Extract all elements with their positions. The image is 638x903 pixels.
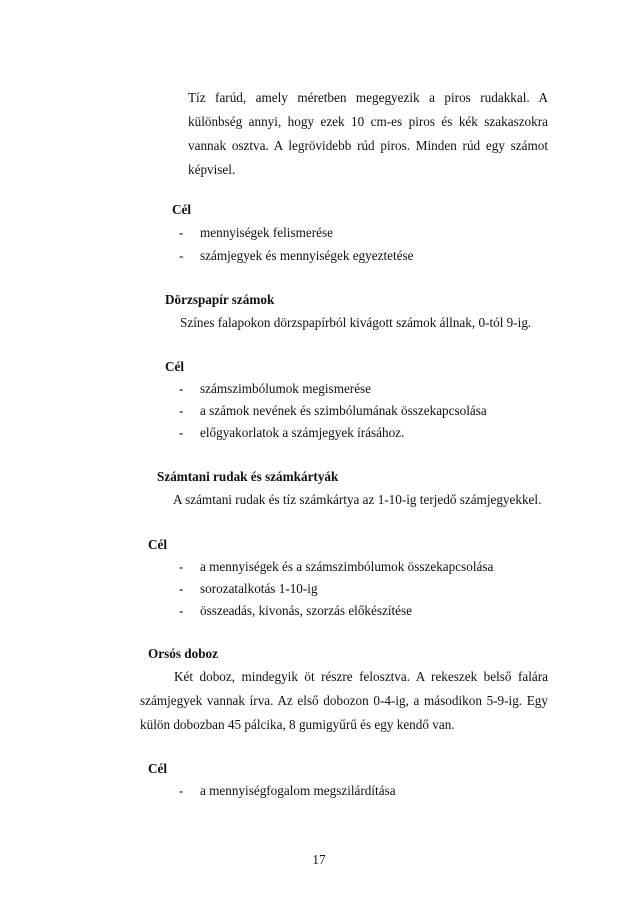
rods-cards-text: A számtani rudak és tíz számkártya az 1-10-ig terjedő számjegyekkel.	[173, 492, 542, 507]
goal3-item-1: a mennyiségek és a számszimbólumok összekapcsolása	[200, 559, 494, 574]
bullet-dash: -	[179, 248, 184, 263]
spindle-box-heading: Orsós doboz	[148, 646, 218, 661]
intro-line-1: Tíz farúd, amely méretben megegyezik a piros rudakkal. A	[188, 90, 548, 105]
rods-cards-heading: Számtani rudak és számkártyák	[157, 469, 339, 484]
page-number: 17	[312, 852, 326, 867]
bullet-dash: -	[179, 581, 184, 596]
sandpaper-heading: Dörzspapír számok	[165, 292, 275, 307]
goal2-item-1: számszimbólumok megismerése	[200, 381, 372, 396]
intro-line-2: különbség annyi, hogy ezek 10 cm-es piros és kék szakaszokra	[188, 114, 548, 129]
bullet-dash: -	[179, 603, 184, 618]
goal-heading-2: Cél	[165, 359, 185, 374]
spindle-line-1: Két doboz, mindegyik öt részre felosztva. A rekeszek belső falára	[174, 669, 548, 684]
goal2-item-3: előgyakorlatok a számjegyek írásához.	[200, 425, 405, 440]
goal-heading-4: Cél	[148, 761, 168, 776]
bullet-dash: -	[179, 783, 184, 798]
bullet-dash: -	[179, 381, 184, 396]
goal1-item-2: számjegyek és mennyiségek egyeztetése	[200, 248, 414, 263]
goal-heading-1: Cél	[172, 202, 192, 217]
goal2-item-2: a számok nevének és szimbólumának összekapcsolása	[200, 403, 487, 418]
goal3-item-3: összeadás, kivonás, szorzás előkészítése	[200, 603, 413, 618]
bullet-dash: -	[179, 559, 184, 574]
intro-line-4: képvisel.	[188, 162, 236, 177]
goal3-item-2: sorozatalkotás 1-10-ig	[200, 581, 318, 596]
sandpaper-text: Színes falapokon dörzspapírból kivágott számok állnak, 0-tól 9-ig.	[180, 315, 532, 330]
bullet-dash: -	[179, 403, 184, 418]
intro-line-3: vannak osztva. A legrövidebb rúd piros. Minden rúd egy számot	[188, 138, 548, 153]
bullet-dash: -	[179, 425, 184, 440]
bullet-dash: -	[179, 225, 184, 240]
spindle-line-2: számjegyek vannak írva. Az első dobozon 0-4-ig, a másodikon 5-9-ig. Egy	[140, 693, 548, 708]
goal1-item-1: mennyiségek felismerése	[200, 225, 333, 240]
goal4-item-1: a mennyiségfogalom megszilárdítása	[200, 783, 396, 798]
spindle-line-3: külön dobozban 45 pálcika, 8 gumigyűrű és egy kendő van.	[140, 717, 455, 732]
goal-heading-3: Cél	[148, 537, 168, 552]
